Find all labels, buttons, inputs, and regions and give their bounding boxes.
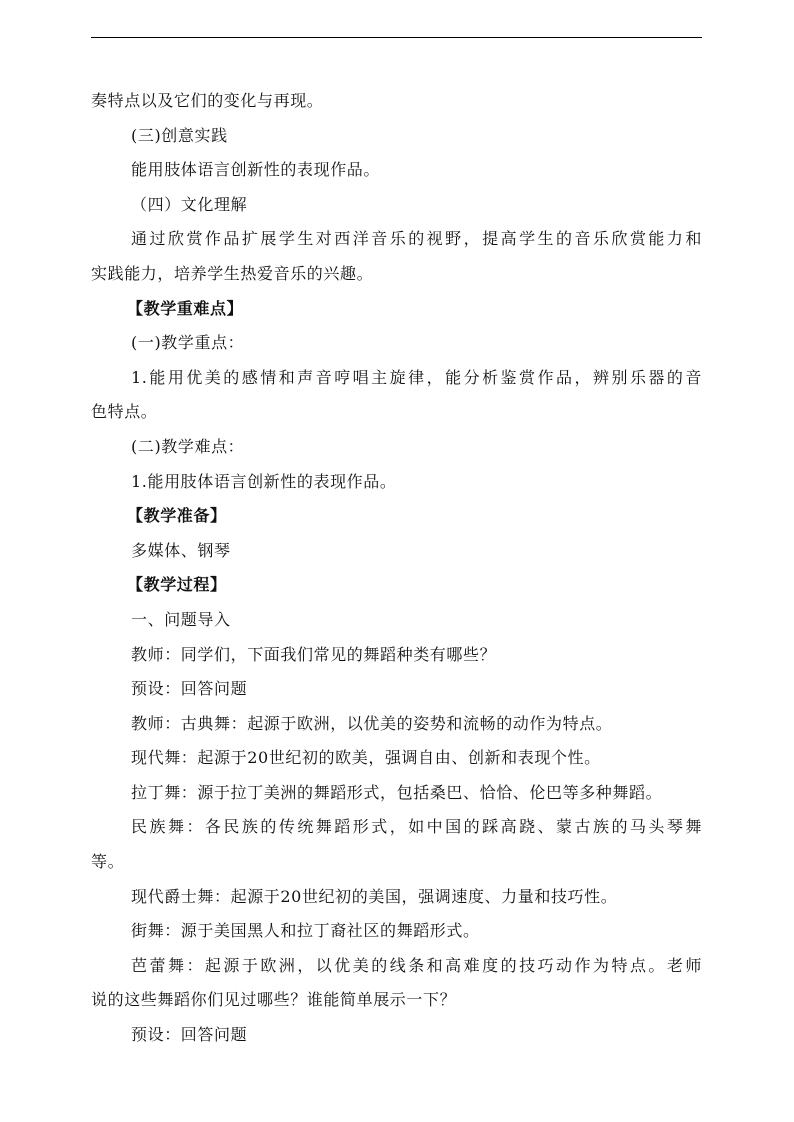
- subheading-question-intro: 一、问题导入: [131, 609, 231, 629]
- heading-teaching-process: 【教学过程】: [127, 575, 227, 595]
- paragraph-line: 现代舞：起源于20世纪初的欧美，强调自由、创新和表现个性。: [131, 748, 601, 768]
- paragraph-line: 能用肢体语言创新性的表现作品。: [131, 160, 381, 180]
- paragraph-line: 预设：回答问题: [131, 679, 248, 699]
- section-title-cultural-understanding: （四）文化理解: [131, 194, 248, 214]
- paragraph-line: 说的这些舞蹈你们见过哪些？谁能简单展示一下？: [91, 990, 457, 1010]
- paragraph-line: 现代爵士舞：起源于20世纪初的美国，强调速度、力量和技巧性。: [131, 886, 618, 906]
- paragraph-line: 预设：回答问题: [131, 1025, 248, 1045]
- paragraph-line: 多媒体、钢琴: [131, 540, 231, 560]
- section-title-creative-practice: (三)创意实践: [131, 125, 228, 145]
- paragraph-line: 色特点。: [91, 402, 158, 422]
- document-body: [91, 84, 702, 1053]
- paragraph-line: 芭蕾舞：起源于欧洲，以优美的线条和高难度的技巧动作为特点。老师: [131, 955, 702, 975]
- paragraph-line: 教师：同学们，下面我们常见的舞蹈种类有哪些？: [131, 644, 497, 664]
- paragraph-line: 实践能力，培养学生热爱音乐的兴趣。: [91, 263, 374, 283]
- paragraph-line: 奏特点以及它们的变化与再现。: [91, 91, 324, 110]
- paragraph-line: 1.能用优美的感情和声音哼唱主旋律，能分析鉴赏作品，辨别乐器的音: [131, 367, 702, 387]
- paragraph-line: 民族舞：各民族的传统舞蹈形式，如中国的踩高跷、蒙古族的马头琴舞: [131, 817, 702, 837]
- paragraph-line: 教师：古典舞：起源于欧洲，以优美的姿势和流畅的动作为特点。: [131, 713, 613, 733]
- subheading-key-points: (一)教学重点：: [131, 333, 245, 353]
- paragraph-line: 通过欣赏作品扩展学生对西洋音乐的视野，提高学生的音乐欣赏能力和: [131, 229, 702, 249]
- header-rule: [91, 37, 702, 38]
- paragraph-line: 等。: [91, 852, 125, 872]
- heading-key-difficult-points: 【教学重难点】: [127, 298, 244, 318]
- paragraph-line: 拉丁舞：源于拉丁美洲的舞蹈形式，包括桑巴、恰恰、伦巴等多种舞蹈。: [131, 782, 663, 802]
- paragraph-line: 1.能用肢体语言创新性的表现作品。: [131, 471, 397, 491]
- heading-teaching-preparation: 【教学准备】: [127, 506, 227, 526]
- subheading-difficult-points: (二)教学难点：: [131, 436, 245, 456]
- paragraph-line: 街舞：源于美国黑人和拉丁裔社区的舞蹈形式。: [131, 921, 480, 941]
